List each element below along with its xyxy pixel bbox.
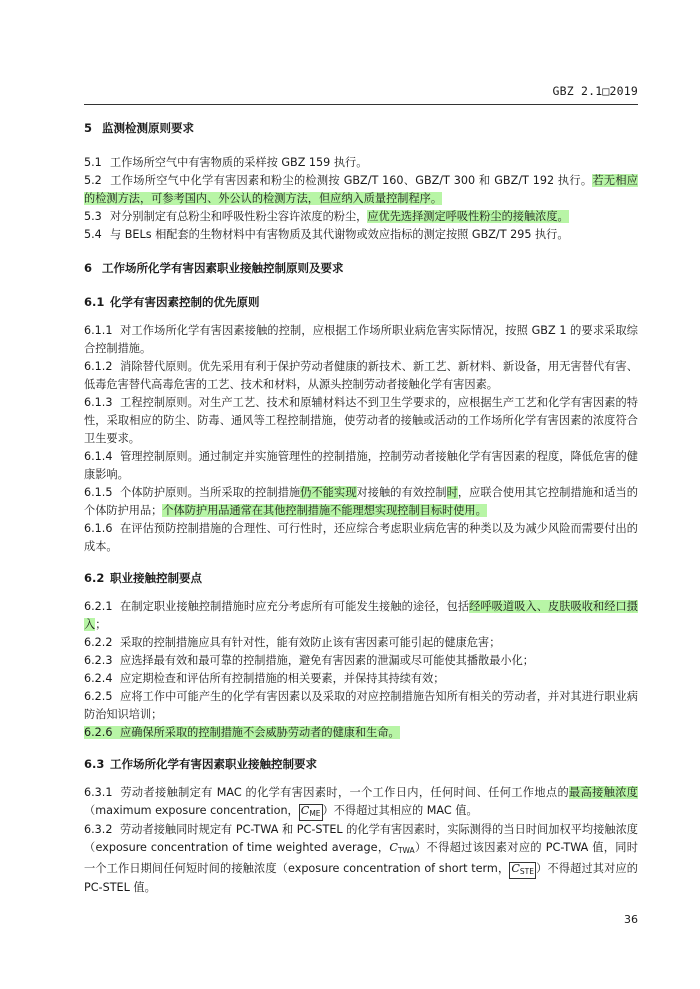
highlighted-text: 应优先选择测定呼吸性粉尘的接触浓度。 [367,210,569,223]
clause-number: 6.1.3 [84,396,113,409]
clause-6-2-2 [84,634,638,652]
page-number: 36 [624,913,638,926]
clause-text: 工作场所空气中有害物质的采样按 GBZ 159 执行。 [110,156,368,169]
clause-number: 6.1.6 [84,522,113,535]
clause-6-1-2 [84,358,638,394]
clause-text: 对工作场所化学有害因素接触的控制，应根据工作场所职业病危害实际情况，按照 GBZ 1 的要求采取综合控制措施。 [84,324,638,355]
highlighted-text: 仍不能实现 [300,486,357,499]
section-number: 5 [84,121,93,135]
clause-text: 消除替代原则。优先采用有利于保护劳动者健康的新技术、新工艺、新材料、新设备，用无害替代有害、低毒危害替代高毒危害的工艺、技术和材料，从源头控制劳动者接触化学有害因素。 [84,360,638,391]
clause-text: 与 BELs 相配套的生物材料中有害物质及其代谢物或效应指标的测定按照 GBZ/T 295 执行。 [110,228,569,241]
clause-6-2-6 [84,724,638,742]
clause-number: 6.1.1 [84,324,113,337]
clause-text: ； [95,618,107,631]
clause-5-3 [84,208,638,226]
clause-number: 6.1.4 [84,450,113,463]
clause-text: 劳动者接触制定有 MAC 的化学有害因素时，一个工作日内，任何时间、任何工作地点的 [120,786,570,799]
clause-5-2 [84,172,638,208]
clause-6-1-5 [84,484,638,520]
clause-text: 个体防护原则。当所采取的控制措施 [120,486,301,499]
clause-number: 6.2.6 [84,726,113,739]
clause-number: 6.2.3 [84,654,113,667]
clause-6-2-4 [84,670,638,688]
highlighted-text: 时 [446,486,458,499]
clause-5-1 [84,154,638,172]
highlighted-text: 最高接触浓度 [569,786,638,799]
clause-text: ，应联合使用其它控制措施和适当的个体防护用品； [84,486,638,517]
subsection-title: 工作场所化学有害因素职业接触控制要求 [110,757,317,771]
symbol-letter: C [511,862,520,875]
clause-number: 5.2 [84,174,102,187]
section-number: 6 [84,261,93,275]
subsection-title: 化学有害因素控制的优先原则 [110,295,260,309]
clause-text: 采取的控制措施应具有针对性，能有效防止该有害因素可能引起的健康危害； [120,636,501,649]
section-title: 工作场所化学有害因素职业接触控制原则及要求 [102,261,344,275]
header-divider [84,104,638,105]
subsection-6-1-heading [84,294,638,310]
clause-text: 工作场所空气中化学有害因素和粉尘的检测按 GBZ/T 160、GBZ/T 300 和 GBZ/T 192 执行。 [110,174,593,187]
symbol-c-twa [389,841,414,854]
symbol-c-me [299,804,323,821]
clause-text: （maximum exposure concentration， [84,804,299,817]
subsection-6-3-heading [84,756,638,772]
subsection-number: 6.1 [84,295,105,309]
clause-text: ）不得超过其对应的 PC-STEL 值。 [84,862,638,894]
section-5-heading [84,120,638,136]
clause-number: 6.2.4 [84,672,113,685]
clause-number: 6.3.1 [84,786,113,799]
clause-number: 5.3 [84,210,102,223]
clause-6-1-4 [84,448,638,484]
symbol-letter: C [389,841,398,854]
clause-5-4 [84,226,638,244]
clause-number: 5.1 [84,156,102,169]
clause-6-1-6 [84,520,638,556]
highlighted-text: 个体防护用品通常在其他控制措施不能理想实现控制目标时使用。 [162,504,487,517]
clause-6-3-1 [84,784,638,821]
clause-text: 管理控制原则。通过制定并实施管理性的控制措施，控制劳动者接触化学有害因素的程度，降低危害的健康影响。 [84,450,638,481]
symbol-c-ste [509,862,536,879]
clause-number: 6.2.2 [84,636,113,649]
highlighted-text: 经呼吸道吸入、皮肤吸收和经口摄入 [84,600,638,631]
symbol-subscript: STE [519,867,534,876]
symbol-letter: C [300,804,310,817]
clause-text: 对接触的有效控制 [356,486,447,499]
clause-6-1-3 [84,394,638,448]
clause-text: 应选择最有效和最可靠的控制措施，避免有害因素的泄漏或尽可能使其播散最小化； [120,654,534,667]
clause-number: 6.1.2 [84,360,113,373]
standard-code: GBZ 2.1□2019 [552,84,638,98]
clause-number: 6.2.5 [84,690,113,703]
clause-6-1-1 [84,322,638,358]
subsection-number: 6.2 [84,571,105,585]
clause-6-2-1 [84,598,638,634]
symbol-subscript: TWA [397,846,415,855]
clause-number: 5.4 [84,228,102,241]
clause-text: 对分别制定有总粉尘和呼吸性粉尘容许浓度的粉尘， [110,210,368,223]
clause-text: 劳动者接触同时规定有 PC-TWA 和 PC-STEL 的化学有害因素时，实际测得的当日时间加权平均接触浓度（exposure concentration of time weighted average， [84,823,638,854]
clause-text: 应将工作中可能产生的化学有害因素以及采取的对应控制措施告知所有相关的劳动者，并对其进行职业病防治知识培训； [84,690,638,721]
section-6-heading [84,260,638,276]
clause-6-2-3 [84,652,638,670]
clause-text: 应定期检查和评估所有控制措施的相关要素，并保持其持续有效； [120,672,445,685]
clause-number: 6.1.5 [84,486,113,499]
highlighted-text: 应确保所采取的控制措施不会威胁劳动者的健康和生命。 [120,726,400,739]
clause-number: 6.3.2 [84,823,113,836]
section-title: 监测检测原则要求 [102,121,194,135]
clause-text: ）不得超过其相应的 MAC 值。 [322,804,478,817]
subsection-title: 职业接触控制要点 [110,571,202,585]
clause-text: 在评估预防控制措施的合理性、可行性时，还应综合考虑职业病危害的种类以及为减少风险而需要付出的成本。 [84,522,638,553]
clause-number: 6.2.1 [84,600,113,613]
subsection-6-2-heading [84,570,638,586]
clause-text: 工程控制原则。对生产工艺、技术和原辅材料达不到卫生学要求的，应根据生产工艺和化学有害因素的特性，采取相应的防尘、防毒、通风等工程控制措施，使劳动者的接触或活动的工作场所化学有害因素的浓度符合卫生要求。 [84,396,638,445]
clause-6-2-5 [84,688,638,724]
subsection-number: 6.3 [84,757,105,771]
clause-text: ）不得超过该因素对应的 PC-TWA 值，同时一个工作日期间任何短时间的接触浓度（exposure concentration of short term， [84,841,638,875]
highlighted-text: 若无相应的检测方法，可参考国内、外公认的检测方法，但应纳入质量控制程序。 [84,174,638,205]
page-content [84,114,638,897]
clause-6-3-2 [84,821,638,897]
symbol-subscript: ME [309,809,321,818]
clause-text: 在制定职业接触控制措施时应充分考虑所有可能发生接触的途径，包括 [120,600,470,613]
